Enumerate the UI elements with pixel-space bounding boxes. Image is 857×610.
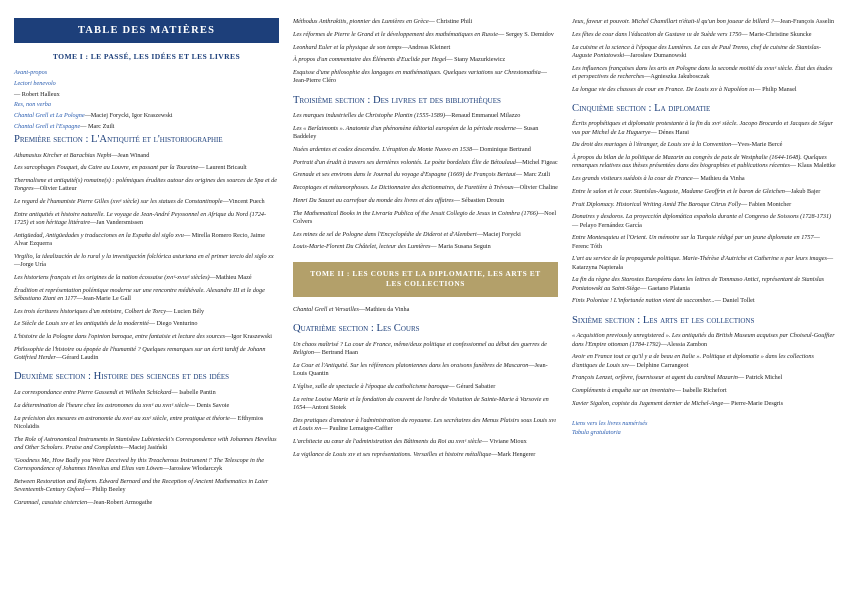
entry-title: L'histoire de la Pologne dans l'opinion baroque, entre fantaisie et lecture des sources — [14, 333, 225, 341]
entry-title: Méthodus Anthrakitis, pionnier des Lumières en Grèce — [293, 18, 429, 25]
list-item[interactable] — [293, 69, 558, 86]
entry-title: Un chaos maîtrisé ? La cour de France, même/deux politique et confessionnel au début des guerres de Religion — [293, 341, 547, 357]
list-item[interactable] — [14, 274, 279, 282]
list-item[interactable] — [293, 197, 558, 205]
list-item[interactable] — [293, 417, 558, 434]
list-item[interactable] — [572, 353, 837, 370]
list-item[interactable] — [14, 287, 279, 304]
list-item[interactable] — [293, 171, 558, 179]
list-item[interactable] — [14, 389, 279, 397]
list-item[interactable] — [572, 213, 837, 230]
entry-title: The Mathematical Books in the Livraria Publica of the Jesuit Collegio de Jesus in Coimbra (1766) — [293, 209, 538, 217]
entry-title: Écrits prophétiques et diplomatie protestante à la fin du xvıᵉ siècle. Jacopo Brocardo et Jacques de Ségur vus par Michel de La Huguerye — [572, 120, 834, 136]
list-item[interactable] — [14, 198, 279, 206]
entry-title: Finis Poloniae ! L'infortunée nation vient de succomber... — [572, 297, 715, 305]
entry-author: —Jean-Pierre Cléro — [293, 69, 547, 85]
list-item[interactable] — [572, 297, 837, 305]
entry-author: — Dominique Bertrand — [472, 145, 531, 153]
entry-title: Compléments à enquête sur un inventaire — [572, 387, 675, 395]
list-item[interactable] — [293, 243, 558, 251]
entry-author: — Klaus Malettke — [789, 162, 836, 170]
entry-title: The Role of Astronomical Instruments in Stanisław Lubieniecki's Correspondence with Johannes Hevelius and Other Scholars. Praise and Complaints — [14, 435, 277, 451]
entry-title: Grenade et ses environs dans le Journal du voyage d'Espagne (1669) de François Bertaut — [293, 171, 516, 179]
entry-author: — Bertrand Haan — [313, 349, 358, 357]
entry-author: —Renaud Emmanuel Milazzo — [445, 112, 521, 120]
list-item[interactable] — [572, 18, 837, 26]
entry-author: —Maciej Jasiński — [122, 443, 168, 451]
entry-author: — Lucien Bély — [165, 307, 205, 315]
list-item[interactable] — [572, 387, 837, 395]
entry-title: La reine Louise Marie et la fondation du couvent de l'ordre de Visitation de Sainte-Marie à Varsovie en 1654 — [293, 395, 549, 412]
entry-title: Henri Du Sauzet au carrefour du monde des livres et des affaires — [293, 196, 454, 204]
entry-author: —Mathieu da Vinha — [358, 306, 410, 314]
entry-title: L'église, salle de spectacle à l'époque du catholicisme baroque — [293, 383, 449, 391]
list-item[interactable] — [293, 383, 558, 391]
entry-title: Du droit des mariages à l'étranger, de Louis xıv à la Convention — [572, 141, 732, 149]
list-item[interactable] — [14, 436, 279, 453]
entry-author: —Noel Colvers — [293, 209, 557, 225]
column-3 — [572, 18, 837, 600]
entry-title: La détermination de l'heure chez les astronomes du xvııᵉ au xvııᵉ siècle — [14, 401, 189, 409]
list-item[interactable] — [293, 44, 558, 52]
entry-author: — Marie-Christine Skuncke — [741, 30, 812, 38]
entry-author: — Patrick Michel — [737, 374, 783, 382]
entry-author: — Mirella Romero Recio, Jaime Alvar Ezquerra — [14, 231, 265, 248]
entry-author: — Mathieu da Vinha — [692, 175, 745, 183]
entry-title: Chantal Grell et La Pologne — [14, 112, 85, 119]
entry-title: Les réformes de Pierre le Grand et le développement des mathématiques en Russie — [293, 30, 498, 38]
list-item[interactable] — [293, 438, 558, 446]
entry-author: — Stany Mazurkiewicz — [446, 56, 506, 64]
entry-author: —Jean-Robert Armogathe — [87, 498, 153, 506]
list-item[interactable] — [14, 346, 279, 363]
list-item[interactable] — [572, 175, 837, 183]
entry-author: — Denis Savoie — [188, 401, 230, 409]
section-heading-2: Deuxième section : Histoire des sciences et des idées — [14, 371, 230, 383]
entry-author: —Maciej Forycki, Igor Kraszewski — [84, 112, 173, 119]
list-item[interactable] — [14, 177, 279, 194]
title-banner: TABLE DES MATIÈRES — [14, 18, 279, 43]
entry-title: Louis-Marie-Florent Du Châtelet, lecteur des Lumières — [293, 243, 431, 251]
entry-title: Les influences françaises dans les arts en Pologne dans la seconde moitié du xvıııᵉ siècle. État des études et perspectives de recherches — [572, 64, 833, 80]
list-item[interactable] — [14, 253, 279, 270]
entry-title: La précision des mesures en astronomie du xvııᵉ au xıxᵉ siècle, entre pratique et théorie — [14, 414, 230, 422]
entry-title: Les « Berlaimonts ». Anatomie d'un phénomène éditorial européen de la période moderne — [293, 124, 516, 132]
list-item[interactable] — [293, 18, 558, 26]
entry-title: Le Siècle de Louis xıv et les antiquités de la modernité — [14, 320, 149, 328]
entry-author: — Efthymios Nicolaïdis — [14, 414, 264, 430]
list-item[interactable] — [14, 152, 279, 160]
entry-title: Les trois écritures historiques d'un ministre, Colbert de Torcy — [14, 307, 166, 315]
entry-author: — Gaetano Platania — [640, 284, 690, 292]
list-item[interactable] — [14, 308, 279, 316]
entry-author: —Maciej Forycki — [476, 230, 521, 238]
entry-author: — Isabelle Richefort — [674, 387, 727, 395]
list-item[interactable] — [293, 125, 558, 142]
entry-author: — Katarzyna Napierała — [572, 255, 834, 271]
entry-title: Athanasius Kircher et Barachias Nephi — [14, 151, 112, 159]
entry-author: —Jakub Bajer — [784, 187, 821, 195]
entry-author: — Delphine Carrangeot — [628, 361, 689, 369]
entry-title: Leonhard Euler et la physique de son temps — [293, 43, 402, 51]
entry-author: —Jean Winand — [111, 151, 150, 159]
tome-1-heading: TOME I : LE PASSÉ, LES IDÉES ET LES LIVRES — [52, 52, 241, 61]
entry-title: Nuées ardentes et codex descendre. L'éruption du Monte Nuovo en 1538 — [293, 145, 473, 153]
entry-title: Les historiens français et les origines de la nation écossaise (xvıᵉ-xvıııᵉ siècles) — [14, 273, 210, 281]
list-item[interactable] — [572, 120, 837, 137]
list-item[interactable] — [293, 451, 558, 459]
list-item[interactable]: Avant-propos — [14, 69, 48, 76]
list-item[interactable] — [14, 320, 279, 328]
list-item[interactable] — [293, 146, 558, 154]
entry-title: Les mines de sel de Pologne dans l'Encyclopédie de Diderot et d'Alembert — [293, 230, 477, 238]
entry-title: Esquisse d'une philosophie des langages en mathématiques. Quelques variations sur Chrestomathia — [293, 69, 541, 76]
entry-author: —Jean-François Asselin — [773, 18, 835, 25]
entry-author: — Isabelle Pantin — [171, 389, 216, 397]
entry-title: Avoir en France tout ce qu'il y a de beau en Italie ». Politique et diplomatie » dans les collections d'antiques de Louis xıv — [572, 353, 814, 369]
list-item[interactable] — [572, 276, 837, 293]
entry-title: Fruit Diplomacy. Historical Writing Amid The Baroque Citrus Folly — [572, 200, 741, 208]
entry-author: — Fabien Montcher — [740, 200, 792, 208]
list-item[interactable] — [293, 159, 558, 167]
list-item[interactable] — [14, 232, 279, 249]
entry-title: Portrait d'un érudit à travers ses dernières volontés. Le poète bordelais Élie de Bétoulaud — [293, 158, 516, 166]
entry-author: — Ferenc Tóth — [572, 234, 820, 250]
list-item[interactable] — [14, 123, 279, 131]
entry-author: — Laurent Bricault — [198, 164, 247, 172]
list-item[interactable]: Res, non verba — [14, 101, 51, 109]
entry-author: — Pauline Lemaigre-Caffier — [321, 425, 393, 433]
list-item[interactable] — [572, 154, 837, 171]
entry-author: —Olivier Chaline — [513, 184, 558, 192]
entry-author: —Vincent Puech — [222, 198, 265, 206]
entry-author: — Gérard Sabatier — [448, 383, 496, 391]
list-item[interactable] — [572, 234, 837, 251]
entry-author: —Igor Kraszewski — [225, 333, 272, 341]
entry-author: — Philip Beeley — [84, 485, 126, 493]
entry-author: —Antoni Stoiek — [305, 404, 347, 412]
entry-author: — Marc Zuili — [515, 171, 551, 179]
entry-title: À propos du bilan de la politique de Mazarin au congrès de paix de Westphalie (1644-1648). Quelques remarques relatives aux thèses présentées dans des biographies et publications récentes — [572, 154, 827, 170]
list-item[interactable] — [572, 188, 837, 196]
entry-author: —Jan Vandersmissen — [90, 219, 144, 227]
entry-author: — Sergey S. Demidov — [497, 30, 554, 38]
list-item[interactable] — [572, 400, 837, 408]
list-item[interactable] — [293, 184, 558, 192]
list-item[interactable] — [14, 415, 279, 432]
section-heading-4: Quatrième section : Les Cours — [293, 323, 420, 335]
list-item[interactable] — [293, 231, 558, 239]
entry-author: —Gérard Laudin — [55, 354, 99, 362]
entry-title: Les fêtes de cour dans l'éducation de Gustave ııı de Suède vers 1750 — [572, 30, 742, 38]
tome-2-banner: TOME II : LES COURS ET LA DIPLOMATIE, LES ARTS ET LES COLLECTIONS — [293, 262, 558, 297]
link-tabula-gratulatoria[interactable]: Tabula gratulatoria — [572, 429, 621, 437]
entry-title: Le regard de l'humaniste Pierre Gilles (xvıᵉ siècle) sur les statues de Constantinople — [14, 198, 223, 206]
list-item[interactable] — [572, 141, 837, 149]
entry-author: —Agnieszka Jakubosczak — [644, 72, 710, 80]
entry-title: Chantal Grell et Versailles — [293, 306, 359, 314]
column-2 — [293, 18, 558, 600]
entry-author: — Christine Phili — [428, 18, 473, 25]
entry-author: — Maria Susana Seguin — [430, 243, 491, 251]
entry-title: Les sarcophages Fouquet, du Caire au Louvre, en passant par la Touraine — [14, 164, 199, 172]
entry-author: —Jorge Uría — [14, 261, 47, 269]
list-item[interactable] — [572, 255, 837, 272]
entry-author: — Pelayo Fernández García — [572, 221, 642, 229]
list-item: — Robert Halleux — [14, 90, 60, 98]
entry-author: —Michel Figeac — [515, 158, 558, 166]
entry-title: Jeux, faveur et pouvoir. Michel Chamillart n'était-il qu'un bon joueur de billard ? — [572, 18, 774, 25]
entry-title: La fin du règne des Starostes Européens dans les lettres de Tommaso Antici, représentant de Stanislas Poniatowski au Saint-Siège — [572, 276, 825, 292]
entry-author: —Alessia Zambon — [660, 340, 708, 348]
list-item[interactable]: Lectori benevolo — [14, 79, 56, 87]
section-heading-5: Cinquième section : La diplomatie — [572, 102, 711, 114]
entry-author: —Olivier Latteur — [33, 185, 77, 193]
entry-author: — Viviane Mioux — [481, 437, 527, 445]
list-item[interactable] — [293, 396, 558, 413]
list-item[interactable] — [14, 499, 279, 507]
entry-title: Entre Montesquieu et l'Orient. Un mémoire sur la Turquie rédigé par un jeune diplomate en 1757 — [572, 234, 814, 242]
list-item[interactable] — [572, 86, 837, 94]
entry-author: — Daniel Tollet — [714, 297, 755, 305]
entry-title: La cuisine et la science à l'époque des Lumières. Le cas de Paul Tremo, chef de cuisine de Stanislas-Auguste Poniatowski — [572, 43, 822, 59]
list-item[interactable] — [572, 65, 837, 82]
entry-title: Des pratiques d'amateur à l'administration du royaume. Les secrétaires des Menus Plaisirs sous Louis xvı et Louis xvı — [293, 416, 556, 433]
entry-author: — Marc Zuili — [80, 122, 115, 130]
entry-title: Recopiages et métamorphoses. Le Dictionnaire des dictionnaires, de Furetière à Trévoux — [293, 184, 514, 192]
entry-title: « Acquisition previously unregistered ». Les antiquités du British Museum acquises par Choiseul-Gouffier dans l'Empire ottoman (1784-1792) — [572, 332, 835, 348]
entry-title: L'architecte au cœur de l'administration des Bâtiments du Roi au xvııᵉ siècle — [293, 437, 482, 445]
entry-author: —Mark Hengerer — [491, 450, 536, 458]
entry-title: La longue vie des chasses de cour en France. De Louis xıv à Napoléon ııı — [572, 85, 755, 93]
list-item[interactable] — [14, 112, 279, 120]
list-item[interactable] — [14, 478, 279, 495]
entry-title: Between Restoration and Reform. Edward Bernard and the Reception of Ancient Mathematics in Later Seventeenth-Century Oxford — [14, 477, 269, 493]
entry-title: Virgilio, la idealización de lo rural y la investigación folclórica asturiana en el primer tercio del siglo xx — [14, 252, 274, 260]
entry-title: À propos d'un commentaire des Éléments d'Euclide par Hegel — [293, 56, 447, 64]
list-item[interactable] — [572, 201, 837, 209]
section-heading-6: Sixième section : Les arts et les collections — [572, 314, 755, 326]
entry-title: La vigilance de Louis xıv et ses représentations. Versailles et histoire métallique — [293, 450, 492, 458]
entry-author: — Sébastien Drouin — [453, 196, 505, 204]
entry-title: 'Goodness Me, How Badly you Were Deceived by this Treacherous Instrument !' The Telescope in the Correspondence of Johannes Hevelius and Elias van Löwen — [14, 456, 264, 472]
entry-title: Érudition et représentation polémique moderne sur une rencontre médiévale. Alexandre III et le doge Sébastiano Ziani en 1177 — [14, 286, 265, 302]
list-item[interactable] — [572, 332, 837, 349]
list-item[interactable] — [14, 402, 279, 410]
entry-title: Les marques industrielles de Christophe Plantin (1555-1589) — [293, 112, 446, 120]
list-item[interactable] — [14, 333, 279, 341]
entry-author: — Philip Mansel — [754, 85, 797, 93]
list-item[interactable] — [14, 211, 279, 228]
entry-author: — Dénes Harai — [650, 128, 690, 136]
list-item[interactable] — [293, 56, 558, 64]
entry-title: Antigüedad, Antigüedades y traducciones en la España del siglo xvıı — [14, 231, 185, 239]
section-heading-3: Troisième section : Des livres et des bibliothèques — [293, 94, 501, 106]
entry-author: —Yves-Marie Bercé — [731, 141, 783, 149]
entry-title: Caramuel, casuiste cistercien — [14, 498, 88, 506]
list-item[interactable] — [14, 164, 279, 172]
entry-author: —Andreas Kleinert — [401, 43, 451, 51]
entry-author: — Susan Baddeley — [293, 124, 539, 141]
entry-author: — Diego Venturino — [148, 320, 198, 328]
link-livres-numerises[interactable]: Liens vers les livres numérisés — [572, 420, 648, 428]
entry-author: —Jarosław Dumanowski — [624, 51, 687, 59]
list-item[interactable] — [572, 374, 837, 382]
entry-author: — Pierre-Marie Desgris — [723, 399, 784, 407]
list-item[interactable] — [293, 306, 558, 314]
entry-title: Entre antiquités et histoire naturelle. Le voyage de Jean-André Peyssonnel en Afrique du Nord (1724-1725) et son héritage littéraire — [14, 210, 267, 227]
entry-title: Philosophie de l'histoire ou épopée de l'humanité ? Quelques remarques sur un écrit tardif de Johann Gottfried Herder — [14, 345, 266, 362]
list-item[interactable] — [293, 362, 558, 379]
entry-title: Thermalisme et antiquité(s) romaine(s) : polémiques érudites autour des origines des sources de Spa et de Tongres — [14, 177, 277, 193]
list-item[interactable] — [572, 31, 837, 39]
list-item[interactable] — [293, 210, 558, 227]
section-heading-1: Première section : L'Antiquité et l'historiographie — [14, 134, 223, 145]
list-item[interactable] — [293, 341, 558, 358]
entry-title: Chantal Grell et l'Espagne — [14, 122, 81, 130]
entry-author: —Jean-Louis Quantin — [293, 362, 548, 378]
footer-links — [572, 420, 837, 438]
entry-title: Donaires y desdoros. La proyección diplomática española durante el Congreso de Soissons (1728-1731) — [572, 213, 832, 221]
column-1 — [14, 18, 279, 600]
entry-title: La Cour et l'Antiquité. Sur les références platoniennes dans les oraisons funèbres de Mascaron — [293, 362, 529, 370]
entry-title: François Lenzet, orfèvre, fournisseur et agent du cardinal Mazarin — [572, 374, 738, 382]
list-item[interactable] — [293, 31, 558, 39]
entry-title: Entre le salon et le cour. Stanislas-Auguste, Madame Geoffrin et le baron de Gleichen — [572, 187, 785, 195]
entry-title: L'art au service de la propagande politique. Marie-Thérèse d'Autriche et Catherine ıı par leurs images — [572, 255, 827, 263]
entry-title: La correspondance entre Pierre Gassendi et Wilhelm Schickard — [14, 389, 172, 397]
list-item[interactable] — [572, 44, 837, 61]
entry-author: —Jean-Marie Le Gall — [76, 294, 131, 302]
entry-title: Les grands visiteurs suédois à la cour de France — [572, 175, 693, 183]
entry-author: —Mathieu Mazé — [209, 273, 252, 281]
list-item[interactable] — [293, 112, 558, 120]
entry-author: —Jarosław Włodarczyk — [162, 464, 223, 472]
list-item[interactable] — [14, 457, 279, 474]
entry-title: Xavier Sigalon, copiste du Jugement dernier de Michel-Ange — [572, 399, 724, 407]
